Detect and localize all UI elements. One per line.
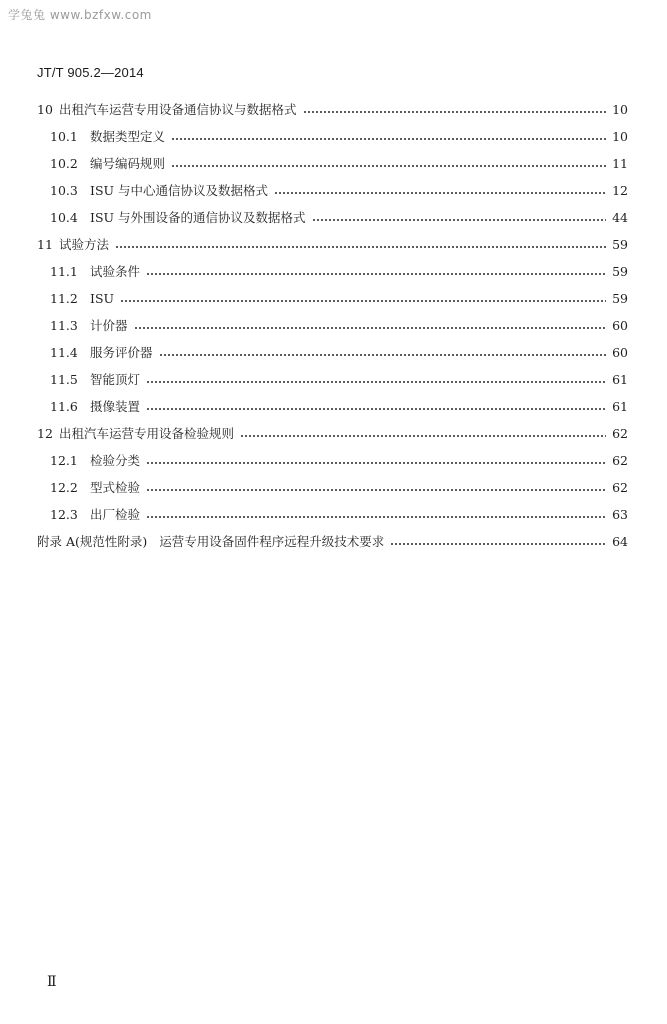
toc-dot-leader — [120, 300, 606, 302]
toc-dot-leader — [303, 111, 607, 113]
toc-entry[interactable] — [37, 532, 628, 552]
toc-entry-page: 64 — [612, 534, 628, 549]
toc-entry-number: 11.2 — [50, 291, 78, 306]
watermark-text: 学兔兔 www.bzfxw.com — [8, 8, 152, 22]
toc-dot-leader — [115, 246, 606, 248]
toc-dot-leader — [146, 489, 606, 491]
toc-entry-number: 11.4 — [50, 345, 78, 360]
toc-entry-number: 12.1 — [50, 453, 78, 468]
toc-dot-leader — [146, 273, 606, 275]
toc-entry[interactable] — [50, 127, 628, 147]
toc-entry-number: 11.6 — [50, 399, 78, 414]
toc-entry-number: 10.1 — [50, 129, 78, 144]
toc-entry[interactable] — [37, 235, 628, 255]
toc-entry[interactable] — [50, 370, 628, 390]
toc-entry-number: 12 — [37, 426, 53, 441]
toc-entry-title: 运营专用设备固件程序远程升级技术要求 — [159, 534, 385, 549]
toc-entry-title: ISU 与中心通信协议及数据格式 — [90, 183, 269, 198]
toc-entry[interactable] — [50, 181, 628, 201]
toc-entry-title: 智能顶灯 — [90, 372, 141, 387]
toc-dot-leader — [146, 408, 606, 410]
toc-entry-number: 10 — [37, 102, 53, 117]
toc-entry-page: 63 — [612, 507, 628, 522]
toc-entry[interactable] — [50, 451, 628, 471]
toc-entry-page: 61 — [612, 399, 628, 414]
toc-entry-number: 10.3 — [50, 183, 78, 198]
toc-entry-title: ISU 与外围设备的通信协议及数据格式 — [90, 210, 306, 225]
toc-dot-leader — [159, 354, 607, 356]
toc-entry-number: 10.2 — [50, 156, 78, 171]
toc-entry-page: 61 — [612, 372, 628, 387]
toc-entry-page: 10 — [612, 129, 628, 144]
toc-entry-title: 型式检验 — [90, 480, 141, 495]
toc-entry[interactable] — [50, 208, 628, 228]
page-number: Ⅱ — [47, 974, 57, 990]
toc-entry-title: 摄像装置 — [90, 399, 141, 414]
toc-entry-page: 60 — [612, 345, 628, 360]
toc-entry[interactable] — [50, 154, 628, 174]
toc-dot-leader — [240, 435, 606, 437]
toc-entry-title: 出厂检验 — [90, 507, 141, 522]
toc-dot-leader — [312, 219, 607, 221]
toc-entry-title: 计价器 — [90, 318, 128, 333]
toc-dot-leader — [274, 192, 606, 194]
toc-entry-title: 数据类型定义 — [90, 129, 166, 144]
toc-entry-number: 11.1 — [50, 264, 78, 279]
toc-entry-number: 10.4 — [50, 210, 78, 225]
toc-entry[interactable] — [50, 478, 628, 498]
toc-entry-number: 11.5 — [50, 372, 78, 387]
toc-entry-page: 62 — [612, 480, 628, 495]
toc-entry[interactable] — [37, 424, 628, 444]
toc-entry-page: 59 — [612, 237, 628, 252]
toc-entry[interactable] — [50, 289, 628, 309]
toc-entry-title: 试验方法 — [59, 237, 110, 252]
toc-dot-leader — [134, 327, 607, 329]
toc-entry-page: 59 — [612, 264, 628, 279]
toc-dot-leader — [146, 462, 606, 464]
toc-entry-number: 11 — [37, 237, 53, 252]
toc-dot-leader — [390, 543, 606, 545]
standard-code-header: JT/T 905.2—2014 — [37, 65, 144, 80]
toc-entry-title: 出租汽车运营专用设备通信协议与数据格式 — [59, 102, 297, 117]
toc-entry-page: 12 — [612, 183, 628, 198]
toc-entry-number: 附录 A(规范性附录) — [37, 534, 148, 549]
toc-entry[interactable] — [50, 262, 628, 282]
toc-entry[interactable] — [50, 505, 628, 525]
toc-entry-page: 44 — [612, 210, 628, 225]
toc-entry-page: 62 — [612, 453, 628, 468]
toc-dot-leader — [146, 381, 606, 383]
toc-entry-title: 出租汽车运营专用设备检验规则 — [59, 426, 235, 441]
toc-entry-title: ISU — [90, 291, 115, 306]
toc-dot-leader — [146, 516, 606, 518]
toc-entry[interactable] — [37, 100, 628, 120]
toc-entry-title: 服务评价器 — [90, 345, 153, 360]
toc-entry[interactable] — [50, 316, 628, 336]
toc-dot-leader — [171, 138, 606, 140]
toc-entry-title: 编号编码规则 — [90, 156, 166, 171]
toc-entry-number: 12.2 — [50, 480, 78, 495]
toc-entry-page: 60 — [612, 318, 628, 333]
toc-entry[interactable] — [50, 343, 628, 363]
toc-entry-title: 试验条件 — [90, 264, 141, 279]
toc-entry-title: 检验分类 — [90, 453, 141, 468]
toc-entry-number: 12.3 — [50, 507, 78, 522]
toc-entry-page: 11 — [612, 156, 628, 171]
toc-entry-page: 10 — [612, 102, 628, 117]
toc-entry[interactable] — [50, 397, 628, 417]
toc-dot-leader — [171, 165, 606, 167]
toc-entry-page: 59 — [612, 291, 628, 306]
toc-entry-page: 62 — [612, 426, 628, 441]
toc-entry-number: 11.3 — [50, 318, 78, 333]
